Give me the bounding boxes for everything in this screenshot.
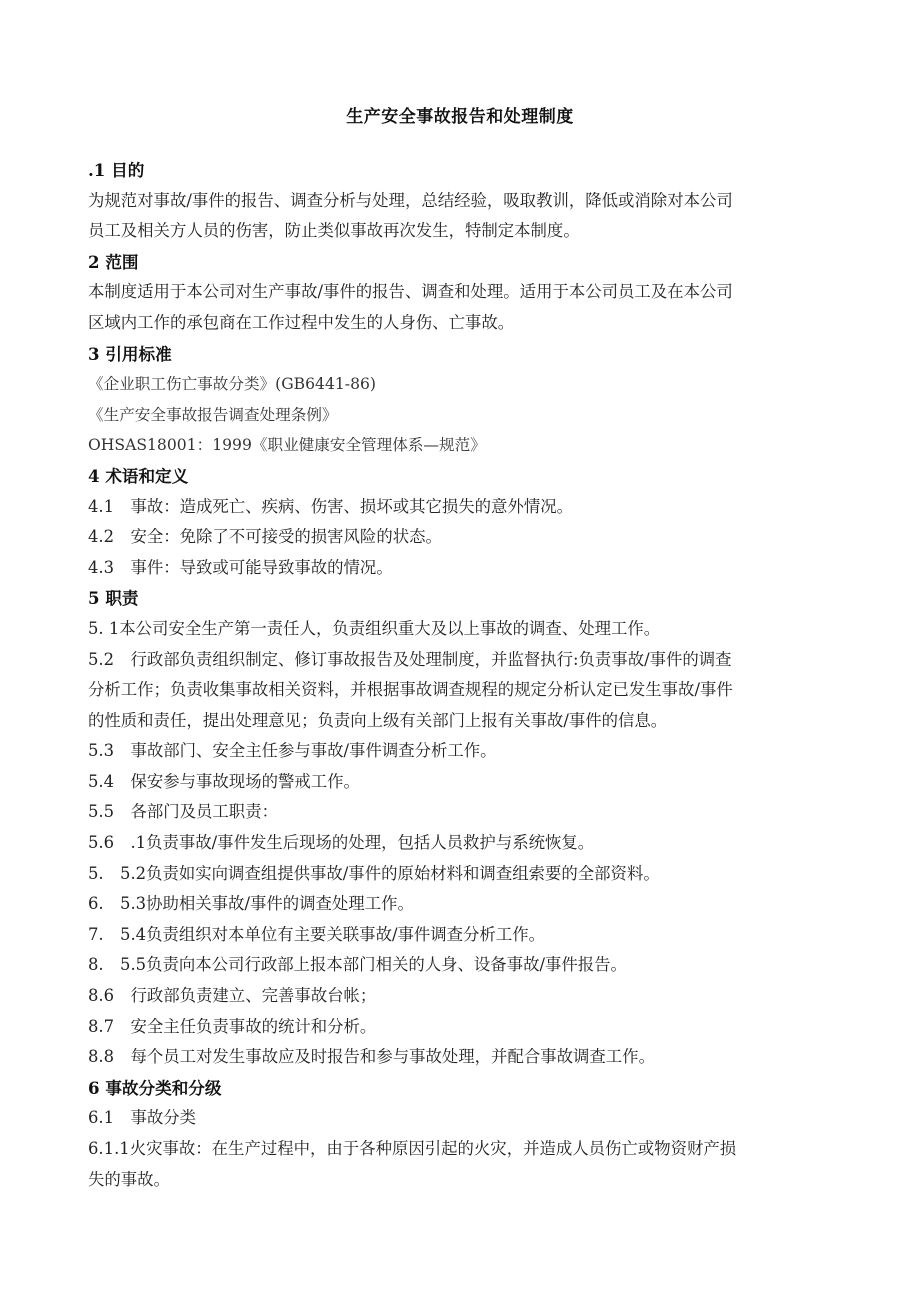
section-heading: 4 术语和定义 bbox=[88, 465, 189, 486]
text-line: 7. 5.4负责组织对本单位有主要关联事故/事件调查分析工作。 bbox=[88, 924, 545, 944]
text-line: 8. 5.5负责向本公司行政部上报本部门相关的人身、设备事故/事件报告。 bbox=[88, 955, 627, 975]
text-line: 5. 5.2负责如实向调查组提供事故/事件的原始材料和调查组索要的全部资料。 bbox=[88, 863, 660, 883]
section-heading: 2 范围 bbox=[88, 251, 139, 272]
text-line: 5.6 .1负责事故/事件发生后现场的处理，包括人员救护与系统恢复。 bbox=[88, 833, 595, 853]
text-line: 8.7 安全主任负责事故的统计和分析。 bbox=[88, 1016, 377, 1036]
text-line: 4.3 事件：导致或可能导致事故的情况。 bbox=[88, 557, 393, 577]
text-line: 8.8 每个员工对发生事故应及时报告和参与事故处理，并配合事故调查工作。 bbox=[88, 1047, 655, 1067]
reference-line: 《生产安全事故报告调查处理条例》 bbox=[88, 405, 338, 424]
text-line: 6.1 事故分类 bbox=[88, 1108, 197, 1128]
reference-line: 《企业职工伤亡事故分类》(GB6441-86) bbox=[88, 375, 377, 394]
text-line: 8.6 行政部负责建立、完善事故台帐； bbox=[88, 986, 377, 1006]
text-line: 5.3 事故部门、安全主任参与事故/事件调查分析工作。 bbox=[88, 741, 497, 761]
section-heading: 6 事故分类和分级 bbox=[88, 1077, 222, 1098]
document-body bbox=[88, 155, 828, 1195]
text-line: 5. 1本公司安全生产第一责任人，负责组织重大及以上事故的调查、处理工作。 bbox=[88, 618, 661, 638]
text-line: 4.1 事故：造成死亡、疾病、伤害、损坏或其它损失的意外情况。 bbox=[88, 496, 574, 516]
section-heading: .1 目的 bbox=[88, 160, 145, 180]
text-line: 5.5 各部门及员工职责： bbox=[88, 802, 278, 822]
text-line: 分析工作；负责收集事故相关资料，并根据事故调查规程的规定分析认定已发生事故/事件 bbox=[88, 680, 733, 700]
text-line: 5.4 保安参与事故现场的警戒工作。 bbox=[88, 771, 360, 791]
text-line: 本制度适用于本公司对生产事故/事件的报告、调查和处理。适用于本公司员工及在本公司 bbox=[88, 282, 733, 302]
text-line: 4.2 安全：免除了不可接受的损害风险的状态。 bbox=[88, 527, 442, 547]
text-line: 员工及相关方人员的伤害，防止类似事故再次发生，特制定本制度。 bbox=[88, 221, 580, 241]
text-line: 的性质和责任，提出处理意见；负责向上级有关部门上报有关事故/事件的信息。 bbox=[88, 710, 668, 730]
text-line: 6.1.1火灾事故：在生产过程中，由于各种原因引起的火灾，并造成人员伤亡或物资财产损 bbox=[88, 1139, 737, 1158]
document-title: 生产安全事故报告和处理制度 bbox=[346, 107, 574, 127]
text-line: 5.2 行政部负责组织制定、修订事故报告及处理制度，并监督执行:负责事故/事件的调查 bbox=[88, 649, 732, 669]
section-heading: 3 引用标准 bbox=[88, 343, 172, 364]
text-line: 为规范对事故/事件的报告、调查分析与处理，总结经验，吸取教训，降低或消除对本公司 bbox=[88, 190, 733, 210]
text-line: 6. 5.3协助相关事故/事件的调查处理工作。 bbox=[88, 894, 414, 914]
reference-line: OHSAS18001：1999《职业健康安全管理体系—规范》 bbox=[88, 436, 486, 455]
text-line: 区域内工作的承包商在工作过程中发生的人身伤、亡事故。 bbox=[88, 312, 515, 332]
text-line: 失的事故。 bbox=[88, 1169, 170, 1189]
section-heading: 5 职责 bbox=[88, 588, 139, 609]
